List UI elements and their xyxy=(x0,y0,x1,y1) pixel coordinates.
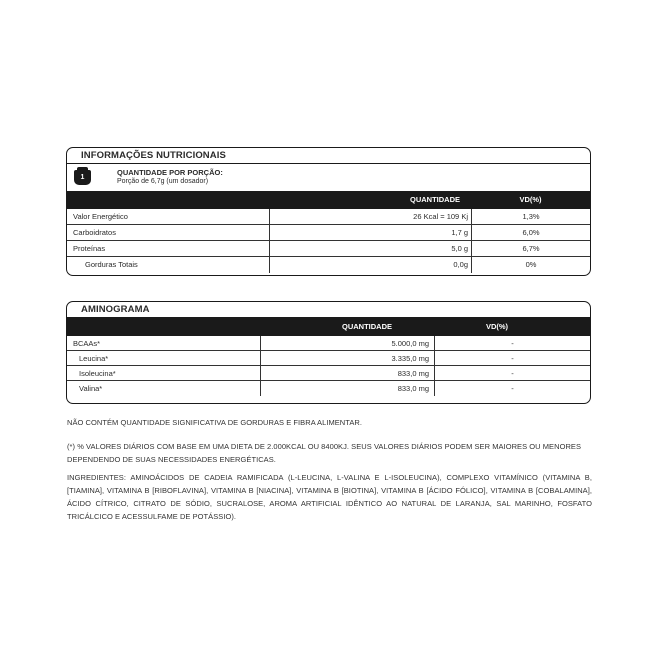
nutrient-vd: 6,7% xyxy=(471,241,590,256)
portion-description: Porção de 6,7g (um dosador) xyxy=(117,178,209,185)
amino-quantity: 833,0 mg xyxy=(260,366,434,380)
table-row xyxy=(67,241,590,257)
amino-name: BCAAs* xyxy=(73,339,101,348)
aminogram-title: AMINOGRAMA xyxy=(67,302,590,318)
amino-vd: - xyxy=(434,366,590,380)
header-vd: VD(%) xyxy=(485,322,509,331)
amino-name: Valina* xyxy=(79,384,103,393)
portion-title: QUANTIDADE POR PORÇÃO: xyxy=(117,168,223,177)
amino-vd: - xyxy=(434,381,590,396)
amino-quantity: 833,0 mg xyxy=(260,381,434,396)
daily-values-note: (*) % VALORES DIÁRIOS COM BASE EM UMA DIETA DE 2.000KCAL OU 8400KJ. SEUS VALORES DIÁRIOS PODEM SER MAIORES OU MENORES DEPENDENDO DE SUAS NECESSIDADES ENERGÉTICAS. xyxy=(67,442,582,464)
table-row xyxy=(67,366,590,381)
nutrient-vd: 0% xyxy=(471,257,590,273)
nutrient-name: Gorduras Totais xyxy=(85,260,138,269)
nutrient-quantity: 5,0 g xyxy=(269,241,471,256)
amino-name: Isoleucina* xyxy=(79,369,116,378)
table-row xyxy=(67,225,590,241)
nutrient-quantity: 1,7 g xyxy=(269,225,471,240)
nutrient-name: Valor Energético xyxy=(73,212,128,221)
nutrient-vd: 1,3% xyxy=(471,209,590,224)
nutrition-table-body xyxy=(67,209,590,273)
amino-quantity: 5.000,0 mg xyxy=(260,336,434,350)
nutrient-quantity: 26 Kcal = 109 Kj xyxy=(269,209,471,224)
header-quantity: QUANTIDADE xyxy=(410,195,460,204)
table-row xyxy=(67,336,590,351)
header-vd: VD(%) xyxy=(519,195,542,204)
nutrition-table-header xyxy=(67,191,590,209)
header-name xyxy=(67,318,260,336)
aminogram-panel xyxy=(66,301,591,404)
table-row xyxy=(67,381,590,396)
amino-name: Leucina* xyxy=(79,354,109,363)
amino-vd: - xyxy=(434,336,590,350)
table-row xyxy=(67,257,590,273)
aminogram-table-header xyxy=(67,318,590,336)
fat-fiber-note: NÃO CONTÉM QUANTIDADE SIGNIFICATIVA DE GORDURAS E FIBRA ALIMENTAR. xyxy=(67,418,363,427)
scoop-icon: 1 xyxy=(74,170,91,185)
header-name xyxy=(67,191,269,209)
amino-quantity: 3.335,0 mg xyxy=(260,351,434,365)
ingredients-text: INGREDIENTES: AMINOÁCIDOS DE CADEIA RAMIFICADA (L-LEUCINA, L-VALINA E L-ISOLEUCINA), COMPLEXO VITAMÍNICO (VITAMINA B, [TIAMINA], VITAMINA B [RIBOFLAVINA], VITAMINA B [NIACINA], VITAMINA B [BIOTINA], VITAMINA B [ÁCIDO FÓLICO], VITAMINA B [COBALAMINA], ÁCIDO CÍTRICO, CITRATO DE SÓDIO, SUCRALOSE, AROMA ARTIFICIAL IDÊNTICO AO NATURAL DE LARANJA, SAL MARINHO, FOSFATO TRICÁLCICO E ACESSULFAME DE POTÁSSIO). xyxy=(67,473,592,521)
portion-info xyxy=(67,164,590,191)
table-row xyxy=(67,351,590,366)
nutrient-quantity: 0,0g xyxy=(269,257,471,273)
header-quantity: QUANTIDADE xyxy=(342,322,392,331)
table-row xyxy=(67,209,590,225)
nutrient-vd: 6,0% xyxy=(471,225,590,240)
nutrition-title: INFORMAÇÕES NUTRICIONAIS xyxy=(67,148,590,164)
nutrient-name: Proteínas xyxy=(73,244,106,253)
nutrient-name: Carboidratos xyxy=(73,228,116,237)
nutrition-facts-panel xyxy=(66,147,591,276)
amino-vd: - xyxy=(434,351,590,365)
aminogram-table-body xyxy=(67,336,590,396)
